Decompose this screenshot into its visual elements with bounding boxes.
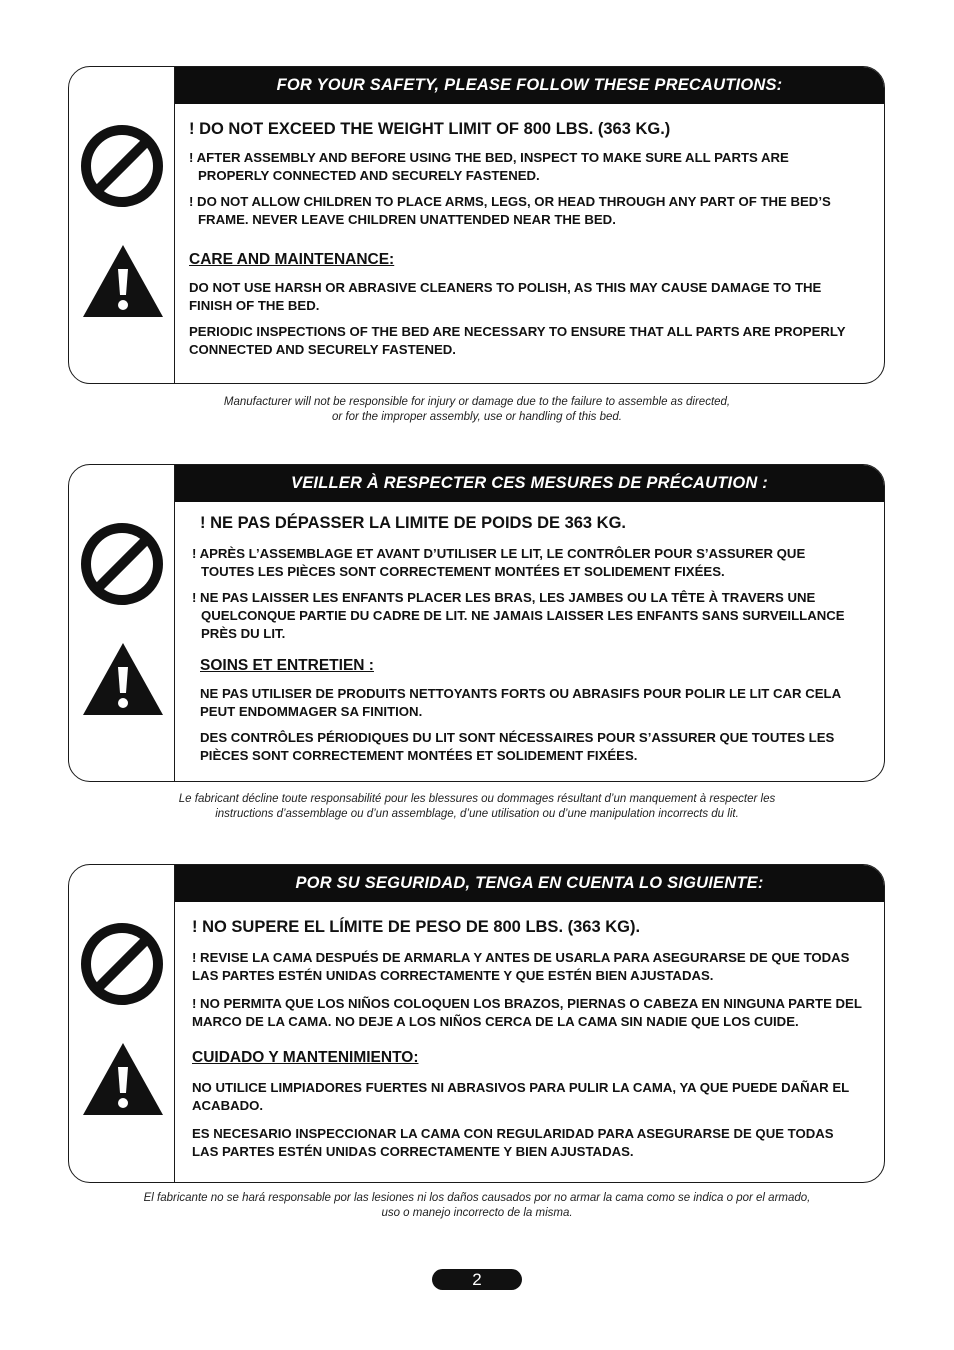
- panel-content: [189, 104, 862, 359]
- care-heading: CARE AND MAINTENANCE:: [189, 251, 395, 268]
- disclaimer-line-2: or for the improper assembly, use or handling of this bed.: [332, 411, 622, 423]
- weight-limit-title: ! DO NOT EXCEED THE WEIGHT LIMIT OF 800 LBS. (363 KG.): [189, 120, 671, 138]
- french-disclaimer: [0, 792, 954, 822]
- french-safety-panel: [68, 464, 885, 782]
- weight-limit-title: ! NE PAS DÉPASSER LA LIMITE DE POIDS DE 363 KG.: [200, 514, 627, 532]
- warning-children: ! NO PERMITA QUE LOS NIÑOS COLOQUEN LOS BRAZOS, PIERNAS O CABEZA EN NINGUNA PARTE DEL MARCO DE LA CAMA. NO DEJE A LOS NIÑOS CERCA DE LA CAMA SIN NADIE QUE LOS CUIDE.: [192, 996, 862, 1029]
- prohibition-icon: [79, 921, 165, 1007]
- care-inspections: PERIODIC INSPECTIONS OF THE BED ARE NECESSARY TO ENSURE THAT ALL PARTS ARE PROPERLY CONNECTED AND SECURELY FASTENED.: [189, 324, 846, 357]
- care-inspections: DES CONTRÔLES PÉRIODIQUES DU LIT SONT NÉCESSAIRES POUR S’ASSURER QUE TOUTES LES PIÈCES SONT CORRECTEMENT MONTÉES ET SOLIDEMENT FIXÉES.: [200, 730, 835, 763]
- disclaimer-line-1: Manufacturer will not be responsible for injury or damage due to the failure to assemble as directed,: [223, 396, 731, 408]
- warning-triangle-icon: [81, 641, 165, 717]
- warning-assembly: ! AFTER ASSEMBLY AND BEFORE USING THE BED, INSPECT TO MAKE SURE ALL PARTS ARE PROPERLY CONNECTED AND SECURELY FASTENED.: [189, 150, 789, 183]
- english-disclaimer: [0, 395, 954, 425]
- safety-header: POR SU SEGURIDAD, TENGA EN CUENTA LO SIGUIENTE:: [175, 865, 884, 902]
- icon-column: [69, 865, 175, 1182]
- care-cleaners: DO NOT USE HARSH OR ABRASIVE CLEANERS TO POLISH, AS THIS MAY CAUSE DAMAGE TO THE FINISH OF THE BED.: [189, 280, 822, 313]
- panel-content: [192, 502, 862, 765]
- disclaimer-line-2: instructions d’assemblage ou d’un assemblage, d’une utilisation ou d’une manipulation incorrects du lit.: [215, 808, 739, 820]
- safety-header: VEILLER À RESPECTER CES MESURES DE PRÉCAUTION :: [175, 465, 884, 502]
- care-heading: SOINS ET ENTRETIEN :: [200, 657, 374, 674]
- prohibition-icon: [79, 123, 165, 209]
- warning-assembly: ! REVISE LA CAMA DESPUÉS DE ARMARLA Y ANTES DE USARLA PARA ASEGURARSE DE QUE TODAS LAS PARTES ESTÉN UNIDAS CORRECTAMENTE Y QUE ESTÉN BIEN AJUSTADAS.: [192, 950, 850, 983]
- english-safety-panel: [68, 66, 885, 384]
- safety-header: FOR YOUR SAFETY, PLEASE FOLLOW THESE PRECAUTIONS:: [175, 67, 884, 104]
- warning-assembly: ! APRÈS L’ASSEMBLAGE ET AVANT D’UTILISER LE LIT, LE CONTRÔLER POUR S’ASSURER QUE TOUTES LES PIÈCES SONT CORRECTEMENT MONTÉES ET SOLIDEMENT FIXÉES.: [192, 546, 806, 579]
- weight-limit-title: ! NO SUPERE EL LÍMITE DE PESO DE 800 LBS. (363 KG).: [192, 918, 641, 936]
- warning-triangle-icon: [81, 1041, 165, 1117]
- disclaimer-line-1: El fabricante no se hará responsable por las lesiones ni los daños causados por no armar la cama como se indica o por el armado,: [143, 1192, 811, 1204]
- disclaimer-line-2: uso o manejo incorrecto de la misma.: [381, 1207, 573, 1219]
- care-cleaners: NO UTILICE LIMPIADORES FUERTES NI ABRASIVOS PARA PULIR LA CAMA, YA QUE PUEDE DAÑAR EL ACABADO.: [192, 1080, 849, 1113]
- warning-children: ! NE PAS LAISSER LES ENFANTS PLACER LES BRAS, LES JAMBES OU LA TÊTE À TRAVERS UNE QUELCONQUE PARTIE DU CADRE DE LIT. NE JAMAIS LAISSER LES ENFANTS SANS SURVEILLANCE PRÈS DU LIT.: [192, 590, 845, 641]
- page-number: 2: [432, 1269, 522, 1290]
- panel-content: [192, 902, 862, 1161]
- disclaimer-line-1: Le fabricant décline toute responsabilité pour les blessures ou dommages résultant d’un manquement à respecter les: [178, 793, 776, 805]
- spanish-safety-panel: [68, 864, 885, 1183]
- prohibition-icon: [79, 521, 165, 607]
- spanish-disclaimer: [0, 1191, 954, 1221]
- icon-column: [69, 67, 175, 383]
- care-inspections: ES NECESARIO INSPECCIONAR LA CAMA CON REGULARIDAD PARA ASEGURARSE DE QUE TODAS LAS PARTES ESTÉN UNIDAS CORRECTAMENTE Y BIEN AJUSTADAS.: [192, 1126, 834, 1159]
- care-cleaners: NE PAS UTILISER DE PRODUITS NETTOYANTS FORTS OU ABRASIFS POUR POLIR LE LIT CAR CELA PEUT ENDOMMAGER SA FINITION.: [200, 686, 841, 719]
- warning-children: ! DO NOT ALLOW CHILDREN TO PLACE ARMS, LEGS, OR HEAD THROUGH ANY PART OF THE BED’S FRAME. NEVER LEAVE CHILDREN UNATTENDED NEAR THE BED.: [189, 194, 831, 227]
- warning-triangle-icon: [81, 243, 165, 319]
- care-heading: CUIDADO Y MANTENIMIENTO:: [192, 1049, 419, 1066]
- icon-column: [69, 465, 175, 781]
